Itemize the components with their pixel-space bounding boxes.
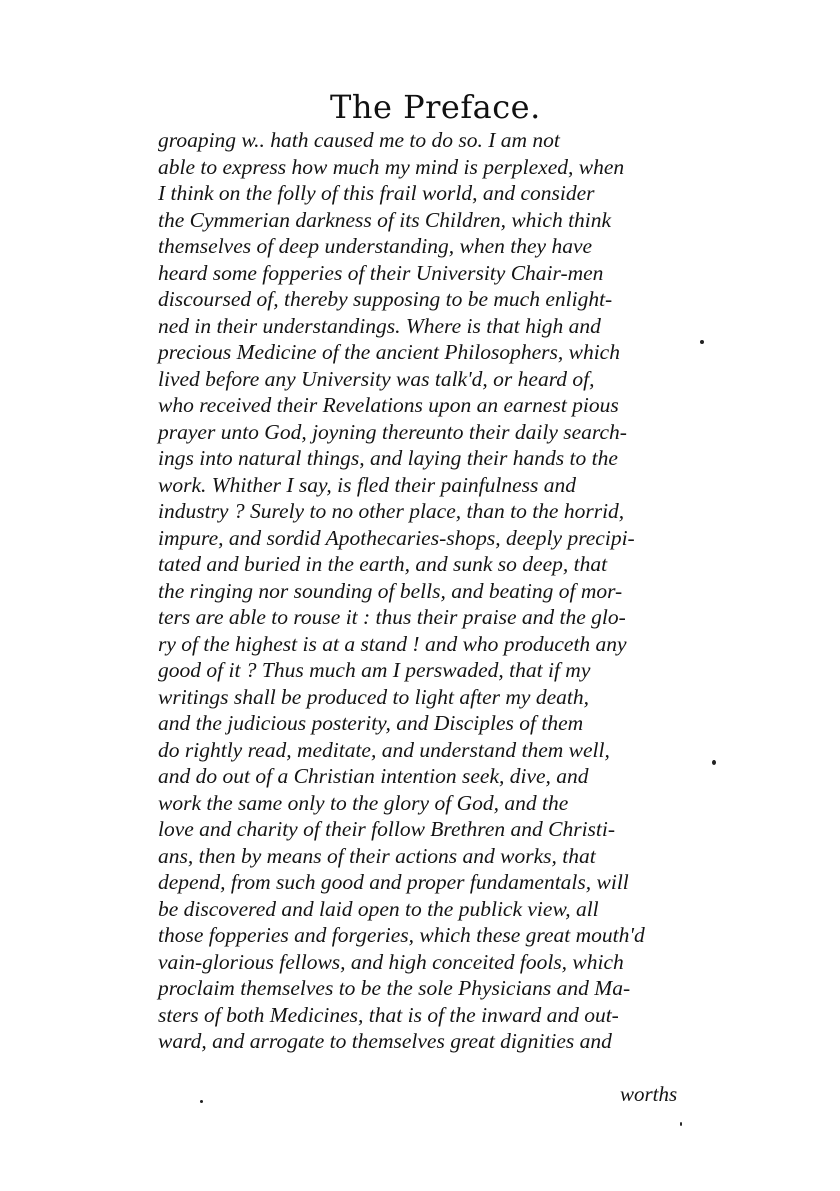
text-line: groaping w.. hath caused me to do so. I am not <box>158 128 560 152</box>
text-line: ry of the highest is at a stand ! and who produceth any <box>158 631 627 656</box>
ink-speck <box>700 340 704 344</box>
text-line: precious Medicine of the ancient Philosophers, which <box>158 340 620 364</box>
text-line: ters are able to rouse it : thus their praise and the glo- <box>158 605 626 629</box>
text-line: writings shall be produced to light after my death, <box>158 684 589 709</box>
text-line: do rightly read, meditate, and understand them well, <box>158 737 610 762</box>
text-line: work. Whither I say, is fled their painfulness and <box>158 472 577 497</box>
text-line: prayer unto God, joyning thereunto their daily search- <box>158 419 627 444</box>
text-line: who received their Revelations upon an earnest pious <box>158 393 619 417</box>
text-line: the ringing nor sounding of bells, and beating of mor- <box>158 578 623 603</box>
text-line: work the same only to the glory of God, and the <box>158 790 569 815</box>
text-line: and the judicious posterity, and Disciples of them <box>158 711 584 735</box>
text-line: ward, and arrogate to themselves great dignities and <box>158 1029 612 1053</box>
text-line: and do out of a Christian intention seek, dive, and <box>158 764 589 788</box>
text-line: industry ? Surely to no other place, than to the horrid, <box>158 499 625 523</box>
text-line: those fopperies and forgeries, which these great mouth'd <box>158 923 645 947</box>
catchword: worths <box>620 1082 678 1106</box>
text-line: ned in their understandings. Where is that high and <box>158 313 601 338</box>
text-line: themselves of deep understanding, when they have <box>158 234 593 258</box>
ink-speck <box>712 760 716 765</box>
text-line: able to express how much my mind is perplexed, when <box>158 154 625 179</box>
text-line: sters of both Medicines, that is of the inward and out- <box>158 1002 619 1027</box>
text-line: proclaim themselves to be the sole Physicians and Ma- <box>158 976 631 1000</box>
text-line: I think on the folly of this frail world, and consider <box>158 181 595 205</box>
text-line: tated and buried in the earth, and sunk so deep, that <box>158 552 608 576</box>
text-line: ings into natural things, and laying their hands to the <box>158 446 618 470</box>
text-line: discoursed of, thereby supposing to be much enlight- <box>158 287 613 311</box>
text-line: be discovered and laid open to the publick view, all <box>158 896 599 921</box>
text-line: depend, from such good and proper fundamentals, will <box>158 870 629 894</box>
text-line: vain-glorious fellows, and high conceited fools, which <box>158 949 624 974</box>
text-line: lived before any University was talk'd, or heard of, <box>158 366 595 391</box>
text-line: ans, then by means of their actions and works, that <box>158 843 596 868</box>
ink-speck <box>680 1122 682 1126</box>
text-line: good of it ? Thus much am I perswaded, that if my <box>158 658 591 682</box>
text-line: heard some fopperies of their University Chair-men <box>158 260 604 285</box>
text-line: impure, and sordid Apothecaries-shops, deeply precipi- <box>158 525 635 550</box>
text-line: love and charity of their follow Brethren and Christi- <box>158 817 616 841</box>
text-line: the Cymmerian darkness of its Children, which think <box>158 207 612 232</box>
ink-speck <box>200 1100 203 1103</box>
running-head: The Preface. <box>330 88 541 126</box>
